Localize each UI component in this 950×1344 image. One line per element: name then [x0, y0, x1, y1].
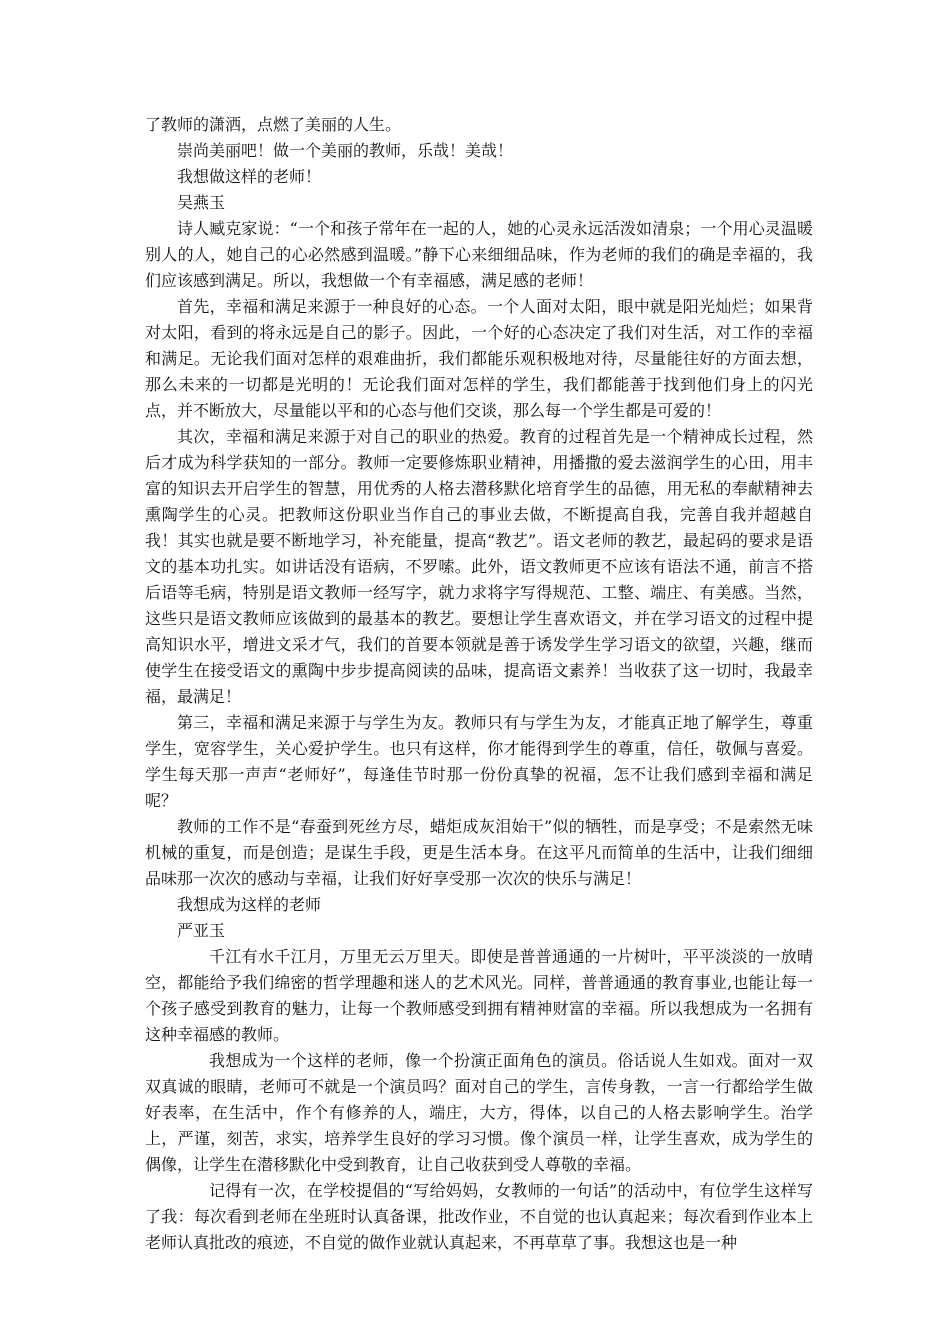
paragraph-body: 其次，幸福和满足来源于对自己的职业的热爱。教育的过程首先是一个精神成长过程，然后才成为科学获知的一部分。教师一定要修炼职业精神，用播撒的爱去滋润学生的心田，用丰富的知识去开启学生的智慧，用优秀的人格去潜移默化培育学生的品德，用无私的奉献精神去熏陶学生的心灵。把教师这份职业当作自己的事业去做，不断提高自我，完善自我并超越自我！其实也就是要不断地学习，补充能量，提高“教艺”。语文老师的教艺，最起码的要求是语文的基本功扎实。如讲话没有语病，不罗嗦。此外，语文教师更不应该有语法不通，前言不搭后语等毛病，特别是语文教师一经写字，就力求将字写得规范、工整、端庄、有美感。当然，这些只是语文教师应该做到的最基本的教艺。要想让学生喜欢语文，并在学习语文的过程中提高知识水平，增进文采才气，我们的首要本领就是善于诱发学生学习语文的欲望，兴趣，继而使学生在接受语文的熏陶中步步提高阅读的品味，提高语文素养！当收获了这一切时，我最幸福，最满足！ — [145, 427, 813, 706]
paragraph-body: 记得有一次，在学校提倡的“写给妈妈，女教师的一句话”的活动中，有位学生这样写了我：每次看到老师在坐班时认真备课，批改作业，不自觉的也认真起来；每次看到作业本上老师认真批改的痕迹，不自觉的做作业就认真起来，不再草草了事。我想这也是一种 — [145, 1181, 813, 1252]
paragraph-body: 教师的工作不是“春蚕到死丝方尽，蜡炬成灰泪始干”似的牺牲，而是享受；不是索然无味机械的重复，而是创造；是谋生手段，更是生活本身。在这平凡而简单的生活中，让我们细细品味那一次次的感动与幸福，让我们好好享受那一次次的快乐与满足！ — [145, 817, 813, 888]
paragraph-body: 千江有水千江月，万里无云万里天。即使是普普通通的一片树叶，平平淡淡的一放晴空，都能给予我们绵密的哲学理趣和迷人的艺术风光。同样，普普通通的教育事业,也能让每一个孩子感受到教育的魅力，让每一个教师感受到拥有精神财富的幸福。所以我想成为一名拥有这种幸福感的教师。 — [145, 947, 813, 1044]
paragraph-continuation: 了教师的潇洒，点燃了美丽的人生。 — [145, 115, 402, 134]
paragraph-body: 诗人臧克家说：“一个和孩子常年在一起的人，她的心灵永远活泼如清泉；一个用心灵温暖别人的人，她自己的心必然感到温暖。”静下心来细细品味，作为老师的我们的确是幸福的，我们应该感到满足。所以，我想做一个有幸福感，满足感的老师！ — [145, 219, 813, 290]
essay-title-2: 我想成为这样的老师 — [177, 895, 322, 914]
essay-author-2: 严亚玉 — [177, 921, 226, 940]
paragraph-body: 我想成为一个这样的老师，像一个扮演正面角色的演员。俗话说人生如戏。面对一双双真诚的眼睛，老师可不就是一个演员吗？面对自己的学生，言传身教，一言一行都给学生做好表率，在生活中，作个有修养的人，端庄，大方，得体，以自己的人格去影响学生。治学上，严谨，刻苦，求实，培养学生良好的学习习惯。像个演员一样，让学生喜欢，成为学生的偶像，让学生在潜移默化中受到教育，让自己收获到受人尊敬的幸福。 — [145, 1051, 813, 1174]
paragraph-body: 首先，幸福和满足来源于一种良好的心态。一个人面对太阳，眼中就是阳光灿烂；如果背对太阳，看到的将永远是自己的影子。因此，一个好的心态决定了我们对生活，对工作的幸福和满足。无论我们面对怎样的艰难曲折，我们都能乐观积极地对待，尽量能往好的方面去想，那么未来的一切都是光明的！无论我们面对怎样的学生，我们都能善于找到他们身上的闪光点，并不断放大，尽量能以平和的心态与他们交谈，那么每一个学生都是可爱的！ — [145, 297, 813, 420]
essay-title-1: 我想做这样的老师！ — [177, 167, 322, 186]
document-page — [145, 112, 813, 1256]
essay-author-1: 吴燕玉 — [177, 193, 226, 212]
paragraph-closing: 崇尚美丽吧！做一个美丽的教师，乐哉！美哉！ — [177, 141, 514, 160]
paragraph-body: 第三，幸福和满足来源于与学生为友。教师只有与学生为友，才能真正地了解学生，尊重学生，宽容学生，关心爱护学生。也只有这样，你才能得到学生的尊重，信任，敬佩与喜爱。学生每天那一声声“老师好”，每逢佳节时那一份份真挚的祝福，怎不让我们感到幸福和满足呢？ — [145, 713, 813, 810]
